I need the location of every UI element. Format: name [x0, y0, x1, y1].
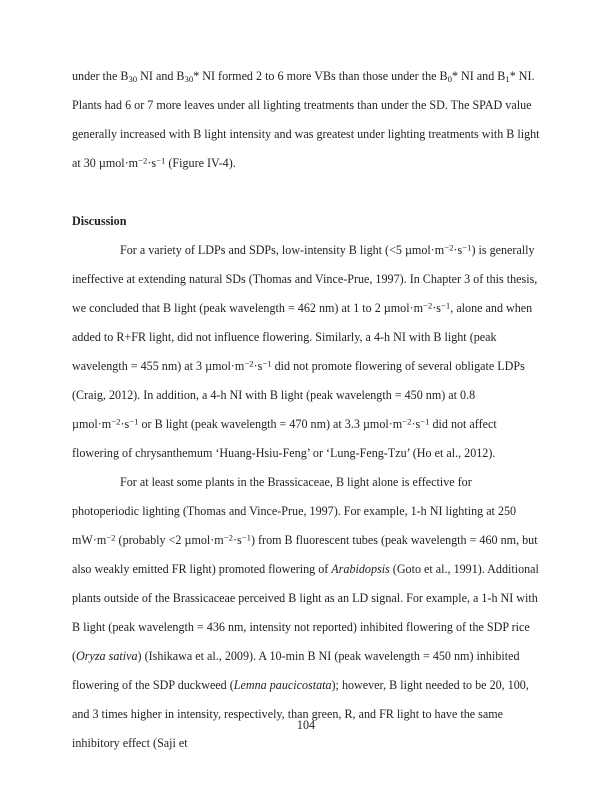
- species-name-oryza-sativa: Oryza sativa: [76, 649, 138, 663]
- p2-superscript-9: −2: [402, 416, 412, 427]
- p3-text-a: For at least some plants in the Brassicaceae, B light alone is effective for photoperiodic lighting (Thomas and Vince-Prue, 1997). For example, 1-h NI lighting at 250 mW·m: [72, 475, 517, 547]
- p2-text-f: ·s: [253, 359, 263, 373]
- p1-text-e: * NI. Plants had 6 or 7 more leaves under all lighting treatments than under the SD. The SPAD value generally increased with B light intensity and was greatest under lighting treatments with B light at 30 µmol·m: [72, 69, 540, 170]
- p1-superscript-m2: −2: [138, 155, 148, 166]
- p1-text-d: * NI and B: [451, 69, 506, 83]
- p2-superscript-5: −2: [244, 358, 254, 369]
- p2-text-a: For a variety of LDPs and SDPs, low-intensity B light (<5 µmol·m: [120, 243, 445, 257]
- page-body: [72, 62, 540, 758]
- p2-text-i: or B light (peak wavelength = 470 nm) at 3.3 µmol·m: [138, 417, 403, 431]
- p3-text-c: ·s: [232, 533, 242, 547]
- p2-text-c: ) is generally ineffective at extending natural SDs (Thomas and Vince-Prue, 1997). In Chapter 3 of this thesis, we concluded that B light (peak wavelength = 462 nm) at 1 to 2 µmol·m: [72, 243, 538, 315]
- paragraph-spacer: [72, 178, 540, 207]
- p3-text-e: (Goto et al., 1991). Additional plants outside of the Brassicaceae perceived B light as an LD signal. For example, a 1-h NI with B light (peak wavelength = 436 nm, intensity not reported) inhibited flowering of the SDP rice (: [72, 562, 539, 663]
- p3-text-f: ) (Ishikawa et al., 2009). A 10-min B NI (peak wavelength = 450 nm) inhibited flowering of the SDP duckweed (: [72, 649, 520, 692]
- p2-text-g: did not promote flowering of several obligate LDPs (Craig, 2012). In addition, a 4-h NI with B light (peak wavelength = 450 nm) at 0.8 µmol·m: [72, 359, 525, 431]
- p2-superscript-2: −1: [462, 242, 472, 253]
- p1-text-b: NI and B: [137, 69, 185, 83]
- p3-superscript-1: −2: [106, 532, 116, 543]
- p3-text-b: (probably <2 µmol·m: [115, 533, 224, 547]
- species-name-arabidopsis: Arabidopsis: [331, 562, 390, 576]
- p1-subscript-1: 1: [505, 73, 510, 84]
- p1-text-g: (Figure IV-4).: [165, 156, 236, 170]
- p2-superscript-7: −2: [111, 416, 121, 427]
- p3-text-d: ) from B fluorescent tubes (peak wavelength = 460 nm, but also weakly emitted FR light) promoted flowering of: [72, 533, 538, 576]
- p2-superscript-4: −1: [441, 300, 451, 311]
- section-heading-discussion: Discussion: [72, 214, 127, 228]
- paragraph-results-summary: [72, 62, 540, 178]
- p2-text-j: ·s: [411, 417, 421, 431]
- p2-superscript-10: −1: [420, 416, 430, 427]
- p2-text-e: , alone and when added to R+FR light, did not influence flowering. Similarly, a 4-h NI with B light (peak wavelength = 455 nm) at 3 µmol·m: [72, 301, 533, 373]
- paragraph-discussion-1: [72, 236, 540, 468]
- p1-text-c: * NI formed 2 to 6 more VBs than those under the B: [193, 69, 448, 83]
- p3-text-g: ); however, B light needed to be 20, 100, and 3 times higher in intensity, respectively, than green, R, and FR light to have the same inhibitory effect (Saji et: [72, 678, 529, 750]
- p1-subscript-30b: 30: [184, 73, 194, 84]
- p2-text-k: did not affect flowering of chrysanthemum ‘Huang-Hsiu-Feng’ or ‘Lung-Feng-Tzu’ (Ho et al., 2012).: [72, 417, 497, 460]
- p2-superscript-1: −2: [444, 242, 454, 253]
- p2-text-d: ·s: [432, 301, 441, 315]
- p1-subscript-30a: 30: [128, 73, 138, 84]
- p2-text-b: ·s: [453, 243, 463, 257]
- species-name-lemna-paucicostata: Lemna paucicostata: [233, 678, 332, 692]
- p2-text-h: ·s: [120, 417, 130, 431]
- p3-superscript-2: −2: [223, 532, 233, 543]
- p3-superscript-3: −1: [241, 532, 251, 543]
- p2-superscript-3: −2: [423, 300, 433, 311]
- page-number: 104: [296, 718, 316, 732]
- p1-subscript-0: 0: [447, 73, 452, 84]
- p1-superscript-s1: −1: [156, 155, 166, 166]
- p2-superscript-6: −1: [262, 358, 272, 369]
- p1-text-f: ·s: [147, 156, 157, 170]
- paragraph-discussion-2: [72, 468, 540, 758]
- p2-superscript-8: −1: [129, 416, 139, 427]
- p1-text-a: under the B: [72, 69, 129, 83]
